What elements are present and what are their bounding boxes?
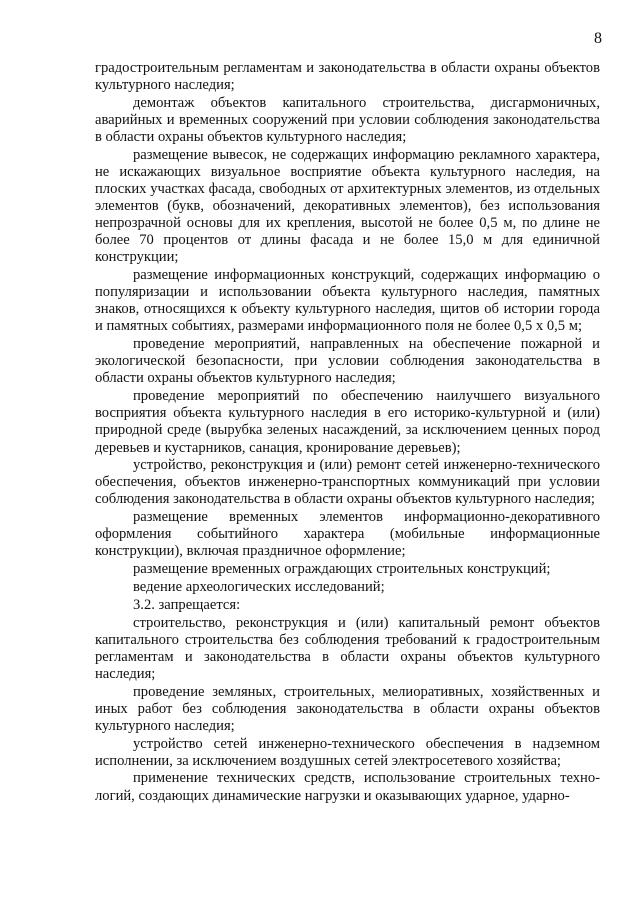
- paragraph: размещение информационных конструкций, содержащих информацию о популяризации и использовании объекта культурного наследия, памятных знаков, относящихся к объекту культурного наследия, щитов об истории города и памятных событиях, размерами информационного поля не более 0,5 х 0,5 м;: [95, 267, 600, 335]
- paragraph: проведение мероприятий по обеспечению наилучшего визуального восприятия объекта культурного наследия в его историко-культурной и (или) природной среде (вырубка зеленых насаждений, за исключением ценных пород деревьев и кустарников, санация, кронирование деревьев);: [95, 388, 600, 456]
- paragraph: устройство сетей инженерно-технического обеспечения в надземном исполнении, за исключением воздушных сетей электросетевого хозяйства;: [95, 735, 600, 769]
- paragraph: градостроительным регламентам и законодательства в области охраны объектов культурного наследия;: [95, 60, 600, 94]
- paragraph: применение технических средств, использование строительных техно-логий, создающих динамические нагрузки и оказывающих ударное, ударно-: [95, 770, 600, 804]
- paragraph: строительство, реконструкция и (или) капитальный ремонт объектов капитального строительства без соблюдения требований к градостроительным регламентам и законодательства в области охраны объектов культурного наследия;: [95, 614, 600, 682]
- document-body: [95, 60, 600, 805]
- paragraph: проведение земляных, строительных, мелиоративных, хозяйственных и иных работ без соблюдения законодательства в области охраны объектов культурного наследия;: [95, 683, 600, 734]
- paragraph: проведение мероприятий, направленных на обеспечение пожарной и экологической безопасности, при условии соблюдения законодательства в области охраны объектов культурного наследия;: [95, 336, 600, 387]
- paragraph: демонтаж объектов капитального строительства, дисгармоничных, аварийных и временных сооружений при условии соблюдения законодательства в области охраны объектов культурного наследия;: [95, 94, 600, 146]
- paragraph: размещение временных ограждающих строительных конструкций;: [133, 561, 551, 578]
- paragraph: размещение вывесок, не содержащих информацию рекламного характера, не искажающих визуальное восприятие объекта культурного наследия, на плоских участках фасада, свободных от архитектурных элементов, из отдельных элементов (букв, обозначений, декоративных элементов), без использования непрозрачной основы для их крепления, высотой не более 0,5 м, по длине не более 70 процентов от длины фасада и не более 15,0 м для единичной конструкции;: [95, 146, 600, 266]
- paragraph: размещение временных элементов информационно-декоративного оформления событийного характера (мобильные информационные конструкции), включая праздничное оформление;: [95, 509, 600, 560]
- paragraph: устройство, реконструкция и (или) ремонт сетей инженерно-технического обеспечения, объектов инженерно-транспортных коммуникаций при условии соблюдения законодательства в области охраны объектов культурного наследия;: [95, 457, 600, 508]
- paragraph: 3.2. запрещается:: [133, 596, 241, 613]
- page-number: 8: [594, 30, 602, 47]
- paragraph: ведение археологических исследований;: [133, 579, 385, 595]
